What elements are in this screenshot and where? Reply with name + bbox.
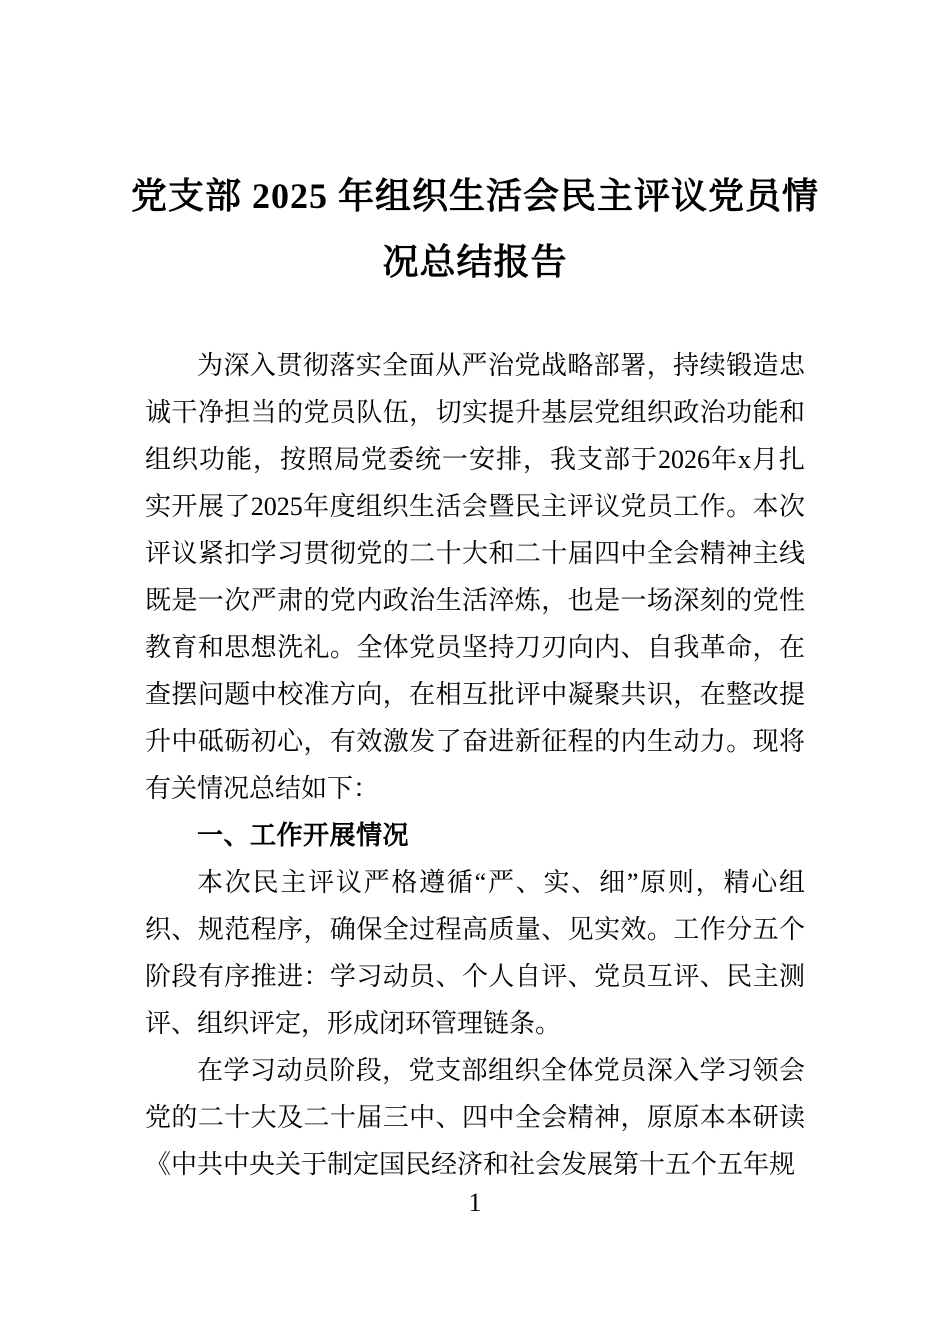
intro-paragraph: 为深入贯彻落实全面从严治党战略部署，持续锻造忠诚干净担当的党员队伍，切实提升基层党组织政治功能和组织功能，按照局党委统一安排，我支部于2026年x月扎实开展了2025年度组织生活会暨民主评议党员工作。本次评议紧扣学习贯彻党的二十大和二十届四中全会精神主线既是一次严肃的党内政治生活淬炼，也是一场深刻的党性教育和思想洗礼。全体党员坚持刀刃向内、自我革命，在查摆问题中校准方向，在相互批评中凝聚共识，在整改提升中砥砺初心，有效激发了奋进新征程的内生动力。现将有关情况总结如下：: [145, 351, 805, 803]
document-title-line-2: 况总结报告: [382, 242, 568, 282]
document-title: [115, 163, 835, 295]
section-1-heading: 一、工作开展情况: [197, 820, 410, 850]
section-1-paragraph-2: 在学习动员阶段，党支部组织全体党员深入学习领会党的二十大及二十届三中、四中全会精神，原原本本研读《中共中央关于制定国民经济和社会发展第十五个五年规: [145, 1056, 805, 1179]
page-number: 1: [468, 1188, 482, 1217]
section-1-paragraph-1: 本次民主评议严格遵循“严、实、细”原则，精心组织、规范程序，确保全过程高质量、见实效。工作分五个阶段有序推进：学习动员、个人自评、党员互评、民主测评、组织评定，形成闭环管理链条。: [145, 868, 805, 1038]
document-body: [145, 342, 805, 1188]
document-title-line-1: 党支部 2025 年组织生活会民主评议党员情: [130, 176, 819, 216]
